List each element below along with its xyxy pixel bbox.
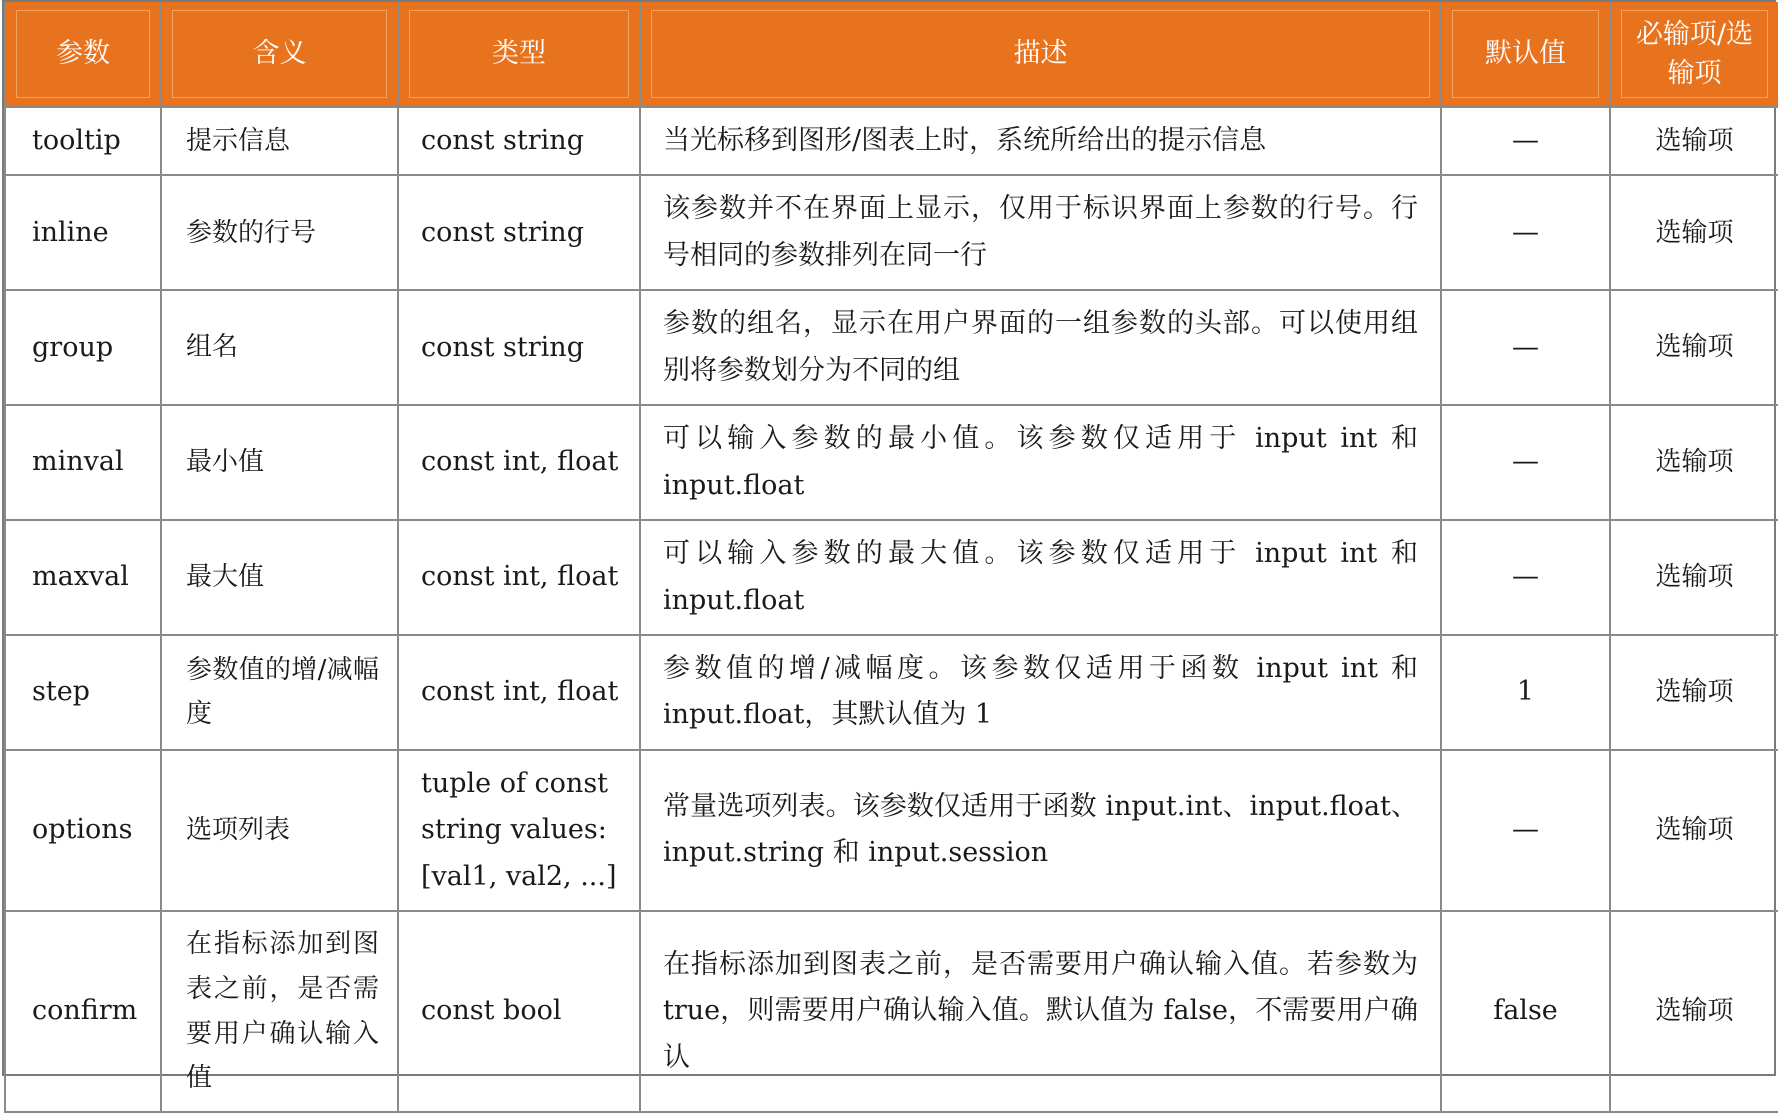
cell-default: — <box>1441 520 1610 635</box>
cell-meaning: 最小值 <box>161 405 398 520</box>
cell-type: tuple of const string values: [val1, val2, ...] <box>398 750 640 911</box>
cell-required: 选输项 <box>1610 520 1778 635</box>
table-row <box>5 107 1778 175</box>
cell-param: confirm <box>5 911 161 1112</box>
cell-meaning: 选项列表 <box>161 750 398 911</box>
parameter-table <box>4 2 1778 1113</box>
header-required <box>1610 2 1778 107</box>
cell-param: maxval <box>5 520 161 635</box>
cell-required: 选输项 <box>1610 635 1778 750</box>
cell-required: 选输项 <box>1610 750 1778 911</box>
header-param-label: 参数 <box>56 38 110 70</box>
cell-meaning: 在指标添加到图表之前，是否需要用户确认输入值 <box>161 911 398 1112</box>
cell-default: — <box>1441 405 1610 520</box>
cell-required: 选输项 <box>1610 405 1778 520</box>
cell-description: 该参数并不在界面上显示，仅用于标识界面上参数的行号。行号相同的参数排列在同一行 <box>640 175 1441 290</box>
parameter-table-container <box>2 0 1776 1094</box>
header-required-label: 必输项/选输项 <box>1635 18 1754 89</box>
header-meaning-label: 含义 <box>252 38 307 70</box>
cell-type: const int, float <box>398 520 640 635</box>
cell-type: const bool <box>398 911 640 1112</box>
cell-param: group <box>5 290 161 405</box>
table-row <box>5 520 1778 635</box>
cell-description: 当光标移到图形/图表上时，系统所给出的提示信息 <box>640 107 1441 175</box>
cell-default: — <box>1441 107 1610 175</box>
cell-description: 参数的组名，显示在用户界面的一组参数的头部。可以使用组别将参数划分为不同的组 <box>640 290 1441 405</box>
header-param <box>5 2 161 107</box>
header-default-label: 默认值 <box>1485 38 1566 70</box>
cell-required: 选输项 <box>1610 290 1778 405</box>
header-default <box>1441 2 1610 107</box>
cell-param: step <box>5 635 161 750</box>
cell-required: 选输项 <box>1610 911 1778 1112</box>
cell-required: 选输项 <box>1610 175 1778 290</box>
cell-default: false <box>1441 911 1610 1112</box>
cell-type: const int, float <box>398 405 640 520</box>
table-row <box>5 750 1778 911</box>
header-type-label: 类型 <box>492 38 546 70</box>
cell-description: 常量选项列表。该参数仅适用于函数 input.int、input.float、input.string 和 input.session <box>640 750 1441 911</box>
cell-description: 在指标添加到图表之前，是否需要用户确认输入值。若参数为 true，则需要用户确认输入值。默认值为 false，不需要用户确认 <box>640 911 1441 1112</box>
cell-type: const string <box>398 175 640 290</box>
cell-required: 选输项 <box>1610 107 1778 175</box>
cell-meaning: 参数的行号 <box>161 175 398 290</box>
cell-meaning: 提示信息 <box>161 107 398 175</box>
cell-type: const string <box>398 290 640 405</box>
cell-type: const string <box>398 107 640 175</box>
cell-param: options <box>5 750 161 911</box>
table-body <box>5 107 1778 1112</box>
table-row <box>5 175 1778 290</box>
cell-meaning: 组名 <box>161 290 398 405</box>
table-row <box>5 635 1778 750</box>
cell-default: — <box>1441 750 1610 911</box>
header-row <box>5 2 1778 107</box>
cell-type: const int, float <box>398 635 640 750</box>
cell-default: — <box>1441 175 1610 290</box>
cell-default: — <box>1441 290 1610 405</box>
table-header <box>5 2 1778 107</box>
header-meaning <box>161 2 398 107</box>
table-row <box>5 911 1778 1112</box>
cell-param: minval <box>5 405 161 520</box>
cell-param: inline <box>5 175 161 290</box>
header-description-label: 描述 <box>1013 38 1068 70</box>
header-type <box>398 2 640 107</box>
header-description <box>640 2 1441 107</box>
cell-meaning: 参数值的增/减幅度 <box>161 635 398 750</box>
cell-description: 可以输入参数的最小值。该参数仅适用于 input int 和 input.float <box>640 405 1441 520</box>
cell-default: 1 <box>1441 635 1610 750</box>
cell-param: tooltip <box>5 107 161 175</box>
cell-description: 可以输入参数的最大值。该参数仅适用于 input int 和 input.float <box>640 520 1441 635</box>
table-row <box>5 290 1778 405</box>
cell-meaning: 最大值 <box>161 520 398 635</box>
table-row <box>5 405 1778 520</box>
cell-description: 参数值的增/减幅度。该参数仅适用于函数 input int 和 input.float，其默认值为 1 <box>640 635 1441 750</box>
